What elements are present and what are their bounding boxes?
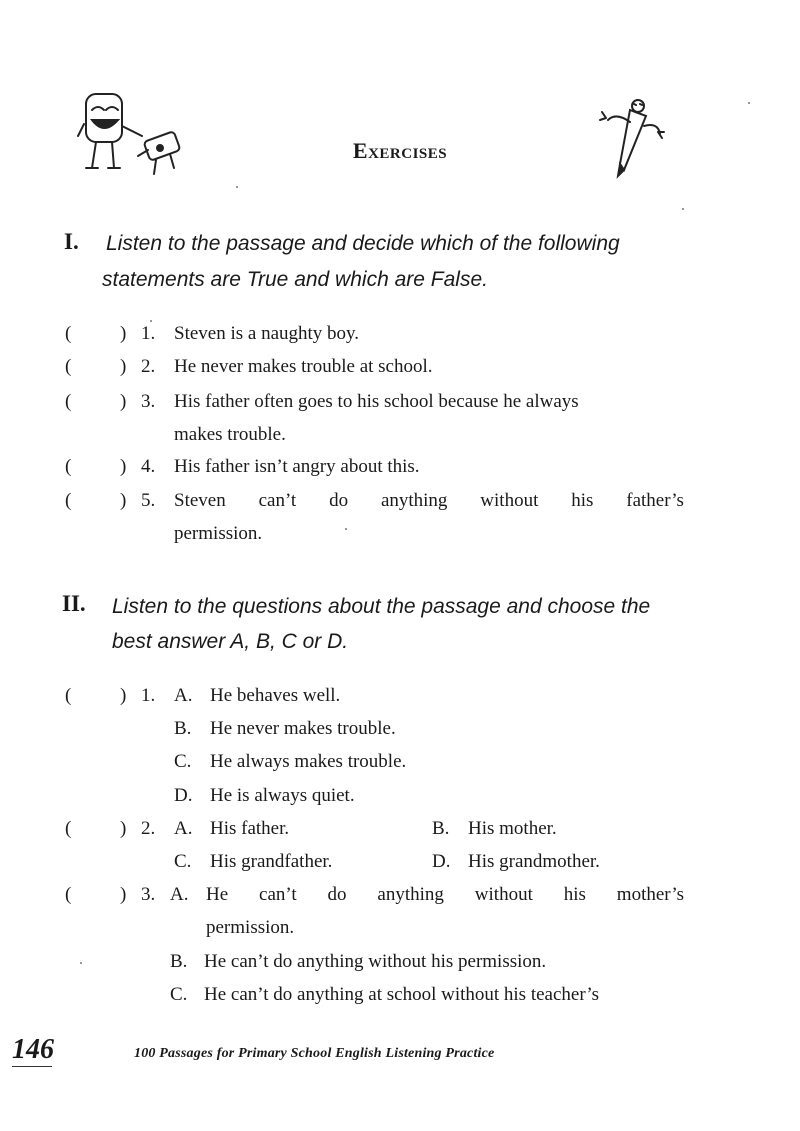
word: without — [480, 490, 539, 511]
word: do — [329, 490, 349, 511]
option-letter: A. — [174, 818, 193, 839]
answer-paren-close: ) — [120, 884, 127, 905]
option-text: He can’t do anything at school without his teacher’s — [204, 984, 600, 1005]
scan-speck — [80, 962, 82, 964]
option-letter: D. — [432, 851, 451, 872]
item-number: 3. — [141, 391, 156, 412]
section-instruction: Listen to the passage and decide which of the following — [106, 232, 620, 255]
item-number: 2. — [141, 356, 156, 377]
item-number: 4. — [141, 456, 156, 477]
option-letter: A. — [174, 685, 193, 706]
word: Steven — [174, 490, 226, 511]
statement-text-continued: makes trouble. — [174, 424, 286, 445]
option-text-continued: permission. — [206, 917, 295, 938]
answer-paren-close: ) — [120, 685, 127, 706]
option-text: His grandfather. — [210, 851, 333, 872]
option-letter: B. — [174, 718, 192, 739]
statement-text-continued: permission. — [174, 523, 263, 544]
answer-paren-open[interactable]: ( — [65, 818, 72, 839]
section-instruction: statements are True and which are False. — [102, 268, 488, 291]
scan-speck — [682, 208, 684, 210]
option-letter: D. — [174, 785, 193, 806]
option-text: He is always quiet. — [210, 785, 355, 806]
statement-text: Steven is a naughty boy. — [174, 323, 360, 344]
option-letter: C. — [174, 851, 192, 872]
scan-speck — [748, 102, 750, 104]
word: without — [474, 884, 533, 905]
word: He — [206, 884, 229, 905]
option-letter: C. — [170, 984, 188, 1005]
answer-paren-open[interactable]: ( — [65, 456, 72, 477]
statement-text: He never makes trouble at school. — [174, 356, 433, 377]
word: can’t — [259, 884, 297, 905]
statement-text — [174, 490, 684, 512]
answer-paren-close: ) — [120, 356, 127, 377]
option-text: He behaves well. — [210, 685, 341, 706]
item-number: 3. — [141, 884, 156, 905]
scan-speck — [345, 528, 347, 530]
option-letter: C. — [174, 751, 192, 772]
scan-speck — [236, 186, 238, 188]
section-number: II. — [62, 591, 86, 616]
option-letter: B. — [170, 951, 188, 972]
page-title: Exercises — [352, 138, 448, 163]
scan-speck — [150, 320, 152, 322]
footer-rule — [12, 1066, 52, 1067]
statement-text: His father isn’t angry about this. — [174, 456, 420, 477]
option-text: His mother. — [468, 818, 557, 839]
word: do — [327, 884, 347, 905]
word: mother’s — [616, 884, 684, 905]
item-number: 1. — [141, 323, 156, 344]
laughing-pencil-sharpener-cartoon-icon — [76, 86, 194, 182]
word: anything — [377, 884, 444, 905]
word: can’t — [258, 490, 297, 511]
answer-paren-close: ) — [120, 323, 127, 344]
answer-paren-open[interactable]: ( — [65, 490, 72, 511]
answer-paren-close: ) — [120, 391, 127, 412]
word: anything — [380, 490, 448, 511]
answer-paren-close: ) — [120, 490, 127, 511]
option-text: His grandmother. — [468, 851, 600, 872]
option-letter: A. — [170, 884, 189, 905]
section-instruction: best answer A, B, C or D. — [112, 630, 349, 653]
item-number: 2. — [141, 818, 156, 839]
answer-paren-open[interactable]: ( — [65, 323, 72, 344]
answer-paren-open[interactable]: ( — [65, 685, 72, 706]
dancing-pencil-cartoon-icon — [596, 92, 672, 180]
statement-text: His father often goes to his school because he always — [174, 391, 579, 412]
option-text: He always makes trouble. — [210, 751, 407, 772]
item-number: 5. — [141, 490, 156, 511]
book-title: 100 Passages for Primary School English Listening Practice — [134, 1046, 495, 1061]
item-number: 1. — [141, 685, 156, 706]
answer-paren-open[interactable]: ( — [65, 884, 72, 905]
answer-paren-open[interactable]: ( — [65, 391, 72, 412]
answer-paren-open[interactable]: ( — [65, 356, 72, 377]
word: his — [571, 490, 594, 511]
option-text: His father. — [210, 818, 290, 839]
word: his — [563, 884, 586, 905]
answer-paren-close: ) — [120, 456, 127, 477]
answer-paren-close: ) — [120, 818, 127, 839]
option-text — [206, 884, 684, 906]
section-instruction: Listen to the questions about the passage and choose the — [112, 595, 651, 618]
option-letter: B. — [432, 818, 450, 839]
section-number: I. — [64, 229, 79, 254]
page-number: 146 — [12, 1034, 54, 1065]
option-text: He can’t do anything without his permission. — [204, 951, 547, 972]
word: father’s — [626, 490, 684, 511]
option-text: He never makes trouble. — [210, 718, 396, 739]
